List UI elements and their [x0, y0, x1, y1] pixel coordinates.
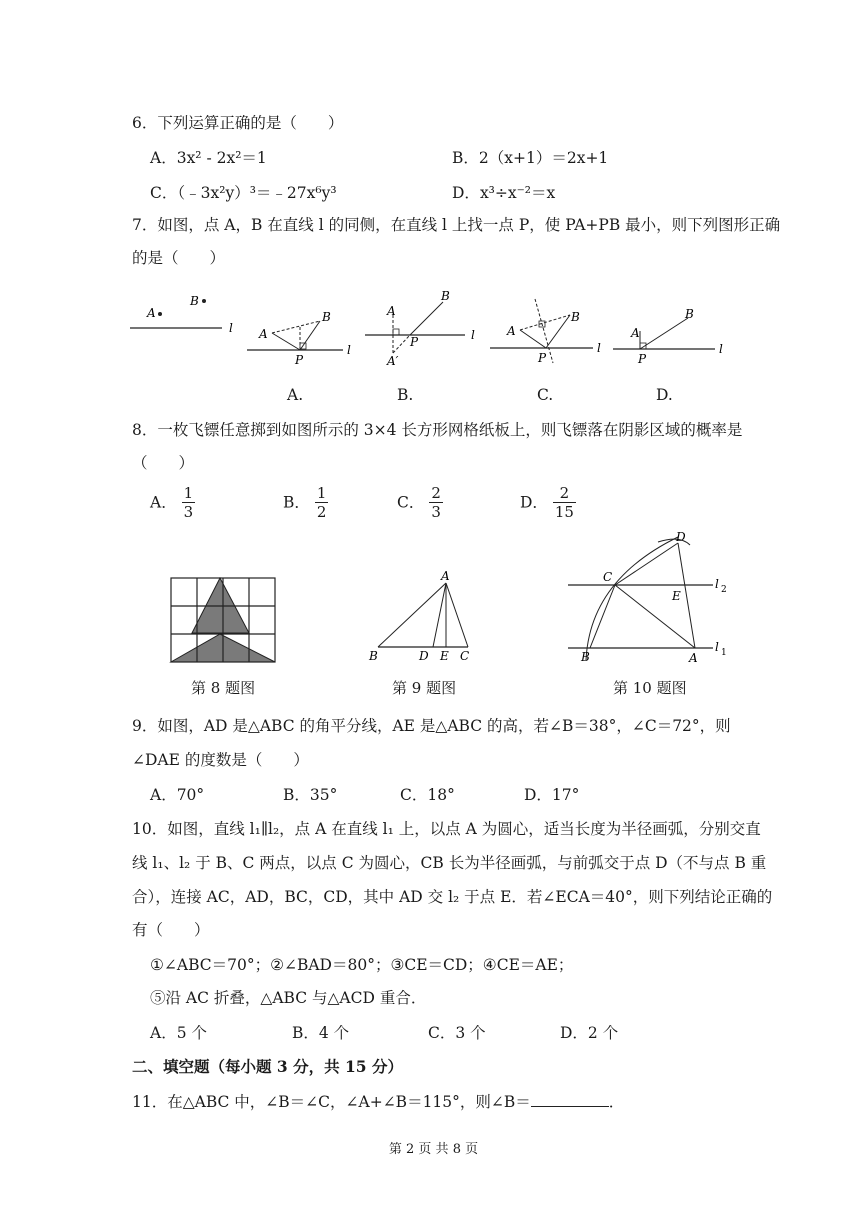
- fig10-label-d: D: [676, 530, 686, 544]
- q7-line1: 7．如图，点 A，B 在直线 l 的同侧，在直线 l 上找一点 P，使 PA+PB 最小，则下列图形正确: [132, 216, 781, 234]
- q6-option-b: [452, 148, 608, 168]
- q6-a-label: A．: [150, 149, 177, 167]
- q7-b-point-p: P: [410, 335, 419, 349]
- q8-a-numerator: 1: [183, 484, 194, 502]
- q7-c-line-l: l: [597, 341, 601, 355]
- q6-option-d: [452, 183, 555, 203]
- fig9-label-b: B: [369, 649, 378, 663]
- q7-figure-c: [490, 299, 601, 365]
- q7-d-point-p: P: [638, 352, 647, 366]
- q11-text: 11．在△ABC 中，∠B＝∠C，∠A+∠B＝115°，则∠B＝: [132, 1093, 531, 1111]
- page-footer: 第 2 页 共 8 页: [388, 1142, 479, 1157]
- q8-b-denominator: 2: [316, 503, 327, 521]
- fig9-caption: 第 9 题图: [392, 679, 457, 697]
- q7-figure-b: [365, 289, 475, 368]
- fig10-label-l2: l: [715, 577, 719, 591]
- q7-figures: [125, 285, 745, 380]
- q6-d-label: D．: [452, 184, 480, 202]
- q7-given-point-b: B: [190, 294, 199, 308]
- q6-b-label: B．: [452, 149, 479, 167]
- q11-answer-blank[interactable]: [531, 1092, 609, 1107]
- q7-a-point-b: B: [322, 310, 331, 324]
- fig10-construction: [560, 525, 735, 670]
- fig10-label-l2-sub: 2: [721, 585, 727, 595]
- q10-line3: 合），连接 AC，AD，BC，CD，其中 AD 交 l₂ 于点 E．若∠ECA＝40°，则下列结论正确的: [132, 888, 773, 906]
- q10-option-c: C．3 个: [428, 1024, 486, 1042]
- q6-a-expr: 3x² - 2x²＝1: [176, 149, 267, 167]
- q8-a-label: A．: [150, 493, 177, 512]
- fig10-label-c: C: [603, 570, 613, 584]
- q7-figure-d: [613, 307, 723, 366]
- q7-line2: 的是（ ）: [132, 249, 226, 267]
- q7-c-point-p: P: [538, 351, 547, 365]
- q7-b-point-b: B: [441, 289, 450, 303]
- q9-option-b: B．35°: [283, 786, 338, 804]
- q7-b-point-a: A: [387, 304, 396, 318]
- q6-d-expr: x³÷x⁻²＝x: [479, 184, 556, 202]
- q6-stem: 6．下列运算正确的是（ ）: [132, 114, 344, 132]
- q10-line1: 10．如图，直线 l₁∥l₂，点 A 在直线 l₁ 上，以点 A 为圆心，适当长度为半径画弧，分别交直: [132, 820, 761, 838]
- q8-d-numerator: 2: [553, 484, 576, 503]
- q8-c-fraction: [429, 484, 443, 521]
- q8-a-fraction: [182, 484, 196, 521]
- q9-line2: ∠DAE 的度数是（ ）: [132, 751, 309, 769]
- q7-figure-a: [247, 310, 351, 367]
- q7-a-point-p: P: [295, 353, 304, 367]
- q10-line2: 线 l₁、l₂ 于 B、C 两点，以点 C 为圆心，CB 长为半径画弧，与前弧交于点 D（不与点 B 重: [132, 854, 767, 872]
- fig8-caption: 第 8 题图: [191, 679, 256, 697]
- q8-b-label: B．: [283, 493, 310, 512]
- q10-statements-1: ①∠ABC＝70°；②∠BAD＝80°；③CE＝CD；④CE＝AE；: [150, 956, 574, 974]
- q7-c-point-a: A: [507, 324, 516, 338]
- q10-line4: 有（ ）: [132, 921, 210, 939]
- fig9-triangle: [360, 565, 485, 665]
- q8-option-b: [283, 484, 328, 521]
- q9-option-c: C．18°: [400, 786, 455, 804]
- fig8-grid: [165, 575, 283, 667]
- q8-d-label: D．: [520, 493, 548, 512]
- fig9-label-d: D: [419, 649, 429, 663]
- fig10-label-b: B: [581, 650, 590, 664]
- q8-d-fraction: [553, 484, 576, 521]
- q6-c-label: C．: [150, 184, 178, 202]
- q8-b-fraction: [315, 484, 329, 521]
- q8-option-c: [397, 484, 443, 521]
- fig10-caption: 第 10 题图: [613, 679, 687, 697]
- q7-d-point-a: A: [631, 326, 640, 340]
- q7-option-c: C.: [537, 386, 554, 404]
- q8-c-numerator: 2: [431, 484, 441, 502]
- q10-option-b: B．4 个: [292, 1024, 350, 1042]
- q7-option-b: B.: [397, 386, 414, 404]
- fig10-label-l1-sub: 1: [721, 648, 727, 658]
- fig9-label-c: C: [460, 649, 470, 663]
- q10-option-d: D．2 个: [560, 1024, 619, 1042]
- q6-option-c: [150, 183, 337, 203]
- q7-option-d: D.: [656, 386, 673, 404]
- q9-line1: 9．如图，AD 是△ABC 的角平分线，AE 是△ABC 的高，若∠B＝38°，∠C＝72°，则: [132, 717, 731, 735]
- q7-a-line-l: l: [347, 343, 351, 357]
- q10-option-a: A．5 个: [150, 1024, 207, 1042]
- q11-end: ．: [608, 1093, 625, 1111]
- fig9-label-e: E: [440, 649, 449, 663]
- q7-d-point-b: B: [685, 307, 694, 321]
- q8-c-denominator: 3: [431, 503, 441, 521]
- q10-statements-2: ⑤沿 AC 折叠，△ABC 与△ACD 重合．: [150, 989, 427, 1007]
- q7-given-point-a: A: [147, 306, 156, 320]
- q6-option-a: [150, 148, 267, 168]
- q8-b-numerator: 1: [316, 484, 327, 502]
- q6-b-expr: 2（x+1）＝2x+1: [478, 149, 609, 167]
- q7-a-point-a: A: [259, 327, 268, 341]
- section-title-fill-in: 二、填空题（每小题 3 分，共 15 分）: [132, 1057, 403, 1076]
- q7-b-line-l: l: [471, 328, 475, 342]
- q8-option-d: [520, 484, 576, 521]
- q8-d-denominator: 15: [554, 503, 574, 521]
- q6-c-expr: （﹣3x²y）³＝﹣27x⁶y³: [177, 184, 337, 202]
- fig10-label-e: E: [672, 589, 681, 603]
- q8-option-a: [150, 484, 195, 521]
- q9-option-a: A．70°: [150, 786, 205, 804]
- q7-given-figure: [130, 294, 233, 335]
- q7-c-point-b: B: [571, 310, 580, 324]
- fig10-label-a: A: [689, 651, 698, 665]
- q8-line2: （ ）: [132, 454, 195, 472]
- q11: [132, 1092, 624, 1112]
- q8-c-label: C．: [397, 493, 425, 512]
- q8-a-denominator: 3: [183, 503, 194, 521]
- q7-given-line-l: l: [229, 321, 233, 335]
- q7-option-a: A.: [287, 386, 304, 404]
- fig9-label-a: A: [441, 569, 450, 583]
- q9-option-d: D．17°: [524, 786, 580, 804]
- q8-line1: 8．一枚飞镖任意掷到如图所示的 3×4 长方形网格纸板上，则飞镖落在阴影区域的概率是: [132, 421, 743, 439]
- fig10-label-l1: l: [715, 640, 719, 654]
- q7-d-line-l: l: [719, 342, 723, 356]
- q7-b-point-a-prime: A′: [387, 354, 399, 368]
